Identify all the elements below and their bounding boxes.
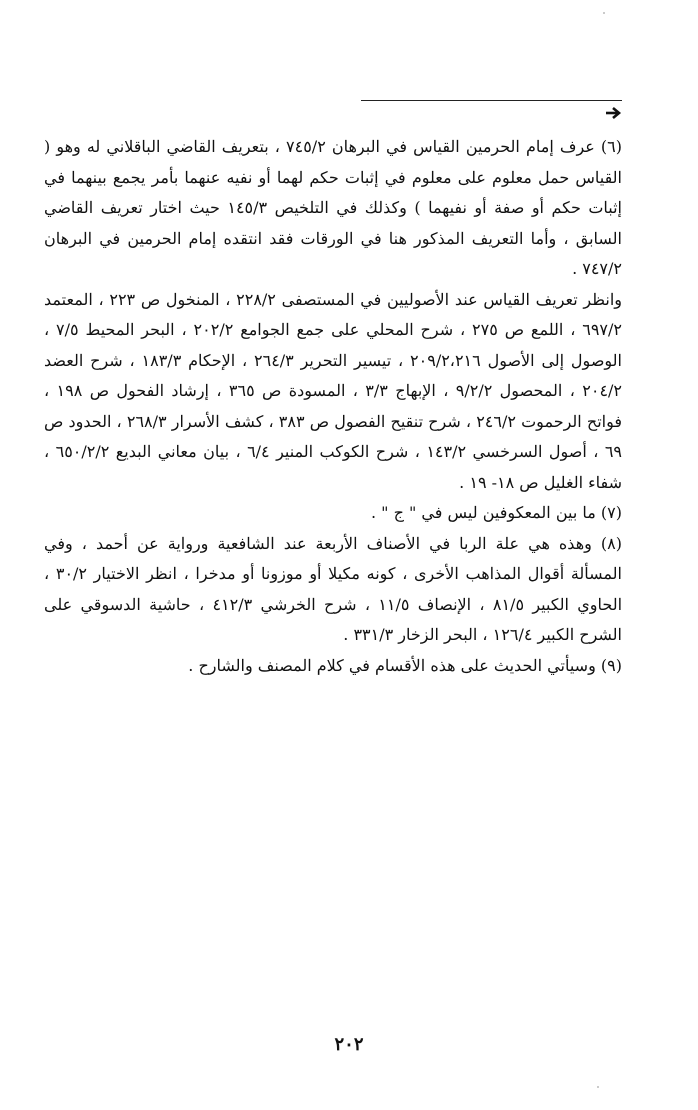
- footnote-9: [44, 651, 622, 682]
- footnote-number: (٨): [600, 533, 622, 553]
- page-number: ٢٠٢: [334, 1034, 364, 1055]
- footnote-7: [44, 498, 622, 529]
- footnote-separator-rule: [361, 100, 622, 101]
- footnotes: [44, 132, 622, 681]
- footnote-text: وانظر تعريف القياس عند الأصوليين في المستصفى ٢٢٨/٢ ، المنخول ص ٢٢٣ ، المعتمد ٦٩٧/٢ ، اللمع ص ٢٧٥ ، شرح المحلي على جمع الجوامع ٢٠٢/٢ ، البحر المحيط ٧/٥ ، الوصول إلى الأصول ٢٠٩/٢،٢١٦ ، تيسير التحرير ٢٦٤/٣ ، الإحكام ١٨٣/٣ ، شرح العضد ٢٠٤/٢ ، المحصول ٩/٢/٢ ، الإبهاج ٣/٣ ، المسودة ص ٣٦٥ ، إرشاد الفحول ص ١٩٨ ، فواتح الرحموت ٢٤٦/٢ ، شرح تنقيح الفصول ص ٣٨٣ ، كشف الأسرار ٢٦٨/٣ ، الحدود ص ٦٩ ، أصول السرخسي ١٤٣/٢ ، شرح الكوكب المنير ٦/٤ ، بيان معاني البديع ٦٥٠/٢/٢ ، شفاء الغليل ص ١٨- ١٩ .: [44, 289, 623, 492]
- footnote-number: (٩): [600, 655, 622, 675]
- scan-speck: [603, 12, 605, 14]
- footnote-number: (٦): [600, 137, 623, 156]
- right-arrow-icon: [604, 104, 622, 122]
- footnote-text: ما بين المعكوفين ليس في " ج " .: [370, 503, 596, 522]
- footnote-8: [44, 529, 622, 651]
- footnote-number: (٧): [600, 503, 622, 522]
- footnote-6: [44, 132, 622, 285]
- footnote-text: وهذه هي علة الربا في الأصناف الأربعة عند الشافعية ورواية عن أحمد ، وفي المسألة أقوال المذاهب الأخرى ، كونه مكيلا أو موزونا أو مدخرا ، انظر الاختيار ٣٠/٢ ، الحاوي الكبير ٨١/٥ ، الإنصاف ١١/٥ ، شرح الخرشي ٤١٢/٣ ، حاشية الدسوقي على الشرح الكبير ١٢٦/٤ ، البحر الزخار ٣٣١/٣ .: [44, 533, 623, 644]
- scan-speck: [597, 1086, 599, 1088]
- footnote-text: وسيأتي الحديث على هذه الأقسام في كلام المصنف والشارح .: [188, 655, 596, 675]
- footnote-text: عرف إمام الحرمين القياس في البرهان ٧٤٥/٢ ، بتعريف القاضي الباقلاني له وهو ( القياس حمل معلوم على معلوم في إثبات حكم لهما أو نفيه عنهما بأمر يجمع بينهما في إثبات حكم أو صفة أو نفيهما ) وكذلك في التلخيص ١٤٥/٣ حيث اختار تعريف القاضي السابق ، وأما التعريف المذكور هنا في الورقات فقد انتقده إمام الحرمين في البرهان ٧٤٧/٢ .: [44, 137, 623, 278]
- footnote-6-references: [44, 285, 622, 499]
